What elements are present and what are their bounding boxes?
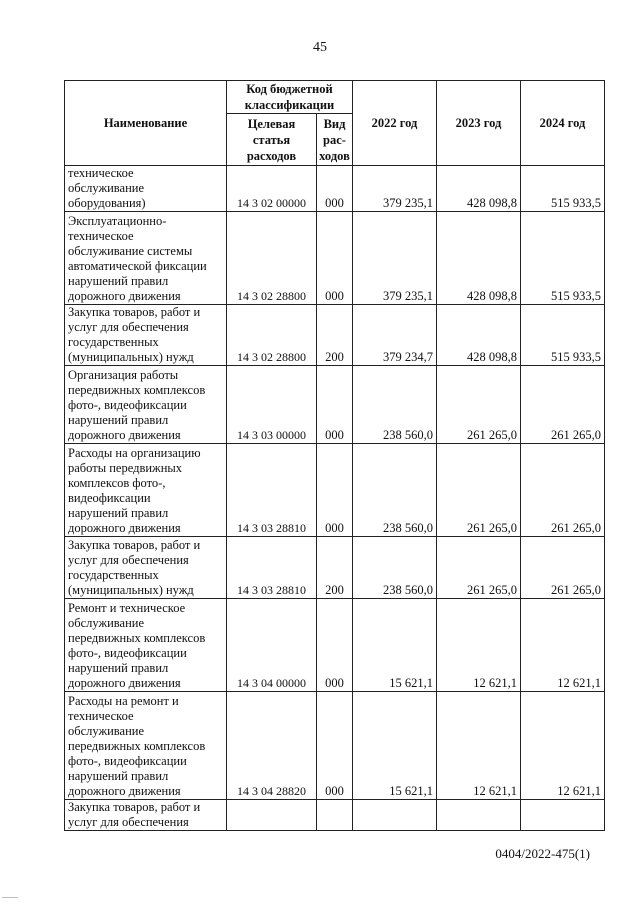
row-target-article: 14 3 03 28810 <box>227 537 317 599</box>
header-csr: Целевая статья расходов <box>227 114 317 166</box>
row-name: техническое обслуживание оборудования) <box>65 166 227 212</box>
row-expense-type: 000 <box>317 366 353 444</box>
header-year-2023: 2023 год <box>437 81 521 166</box>
row-expense-type: 000 <box>317 599 353 692</box>
row-value-2022 <box>353 800 437 831</box>
row-name: Организация работы передвижных комплексов фото-, видеофиксации нарушений правил дорожного движения <box>65 366 227 444</box>
row-expense-type: 000 <box>317 692 353 800</box>
table-row <box>65 366 605 444</box>
row-name: Расходы на ремонт и техническое обслуживание передвижных комплексов фото-, видеофиксации нарушений правил дорожного движения <box>65 692 227 800</box>
row-name: Закупка товаров, работ и услуг для обеспечения государственных (муниципальных) нужд <box>65 305 227 366</box>
scan-mark: —— <box>2 892 18 901</box>
row-value-2022: 15 621,1 <box>353 599 437 692</box>
row-expense-type <box>317 800 353 831</box>
row-expense-type: 200 <box>317 537 353 599</box>
row-target-article: 14 3 03 00000 <box>227 366 317 444</box>
row-value-2022: 238 560,0 <box>353 444 437 537</box>
row-target-article: 14 3 04 28820 <box>227 692 317 800</box>
row-value-2024: 261 265,0 <box>521 444 605 537</box>
row-target-article: 14 3 02 28800 <box>227 305 317 366</box>
row-value-2023 <box>437 800 521 831</box>
row-value-2023: 428 098,8 <box>437 212 521 305</box>
header-year-2024: 2024 год <box>521 81 605 166</box>
page-number: 45 <box>313 40 327 55</box>
header-vr: Вид рас-ходов <box>317 114 353 166</box>
row-value-2024: 261 265,0 <box>521 366 605 444</box>
row-name: Закупка товаров, работ и услуг для обеспечения государственных (муниципальных) нужд <box>65 537 227 599</box>
header-name: Наименование <box>65 81 227 166</box>
header-kbk-group: Код бюджетной классификации <box>227 81 353 114</box>
row-target-article: 14 3 02 28800 <box>227 212 317 305</box>
row-value-2022: 379 234,7 <box>353 305 437 366</box>
row-target-article: 14 3 03 28810 <box>227 444 317 537</box>
row-value-2023: 261 265,0 <box>437 366 521 444</box>
row-value-2024 <box>521 800 605 831</box>
table-row <box>65 305 605 366</box>
row-value-2023: 12 621,1 <box>437 692 521 800</box>
row-value-2022: 379 235,1 <box>353 212 437 305</box>
row-value-2023: 428 098,8 <box>437 305 521 366</box>
row-name: Расходы на организацию работы передвижных комплексов фото-, видеофиксации нарушений правил дорожного движения <box>65 444 227 537</box>
row-value-2023: 428 098,8 <box>437 166 521 212</box>
table-row <box>65 444 605 537</box>
row-name: Закупка товаров, работ и услуг для обеспечения <box>65 800 227 831</box>
table-row <box>65 537 605 599</box>
row-value-2022: 15 621,1 <box>353 692 437 800</box>
row-value-2024: 515 933,5 <box>521 166 605 212</box>
row-value-2024: 515 933,5 <box>521 212 605 305</box>
row-value-2022: 238 560,0 <box>353 537 437 599</box>
table-row <box>65 692 605 800</box>
row-target-article <box>227 800 317 831</box>
header-year-2022: 2022 год <box>353 81 437 166</box>
row-value-2024: 515 933,5 <box>521 305 605 366</box>
row-value-2023: 261 265,0 <box>437 537 521 599</box>
row-value-2022: 238 560,0 <box>353 366 437 444</box>
row-value-2022: 379 235,1 <box>353 166 437 212</box>
row-value-2024: 12 621,1 <box>521 692 605 800</box>
row-value-2024: 12 621,1 <box>521 599 605 692</box>
row-target-article: 14 3 02 00000 <box>227 166 317 212</box>
row-value-2024: 261 265,0 <box>521 537 605 599</box>
table-row <box>65 212 605 305</box>
row-expense-type: 000 <box>317 444 353 537</box>
budget-table <box>64 80 605 831</box>
row-value-2023: 12 621,1 <box>437 599 521 692</box>
row-value-2023: 261 265,0 <box>437 444 521 537</box>
table-row <box>65 800 605 831</box>
row-target-article: 14 3 04 00000 <box>227 599 317 692</box>
document-code: 0404/2022-475(1) <box>495 846 590 861</box>
row-expense-type: 200 <box>317 305 353 366</box>
table-row <box>65 599 605 692</box>
row-name: Ремонт и техническое обслуживание передвижных комплексов фото-, видеофиксации нарушений правил дорожного движения <box>65 599 227 692</box>
row-expense-type: 000 <box>317 166 353 212</box>
row-name: Эксплуатационно- техническое обслуживание системы автоматической фиксации нарушений правил дорожного движения <box>65 212 227 305</box>
row-expense-type: 000 <box>317 212 353 305</box>
table-row <box>65 166 605 212</box>
